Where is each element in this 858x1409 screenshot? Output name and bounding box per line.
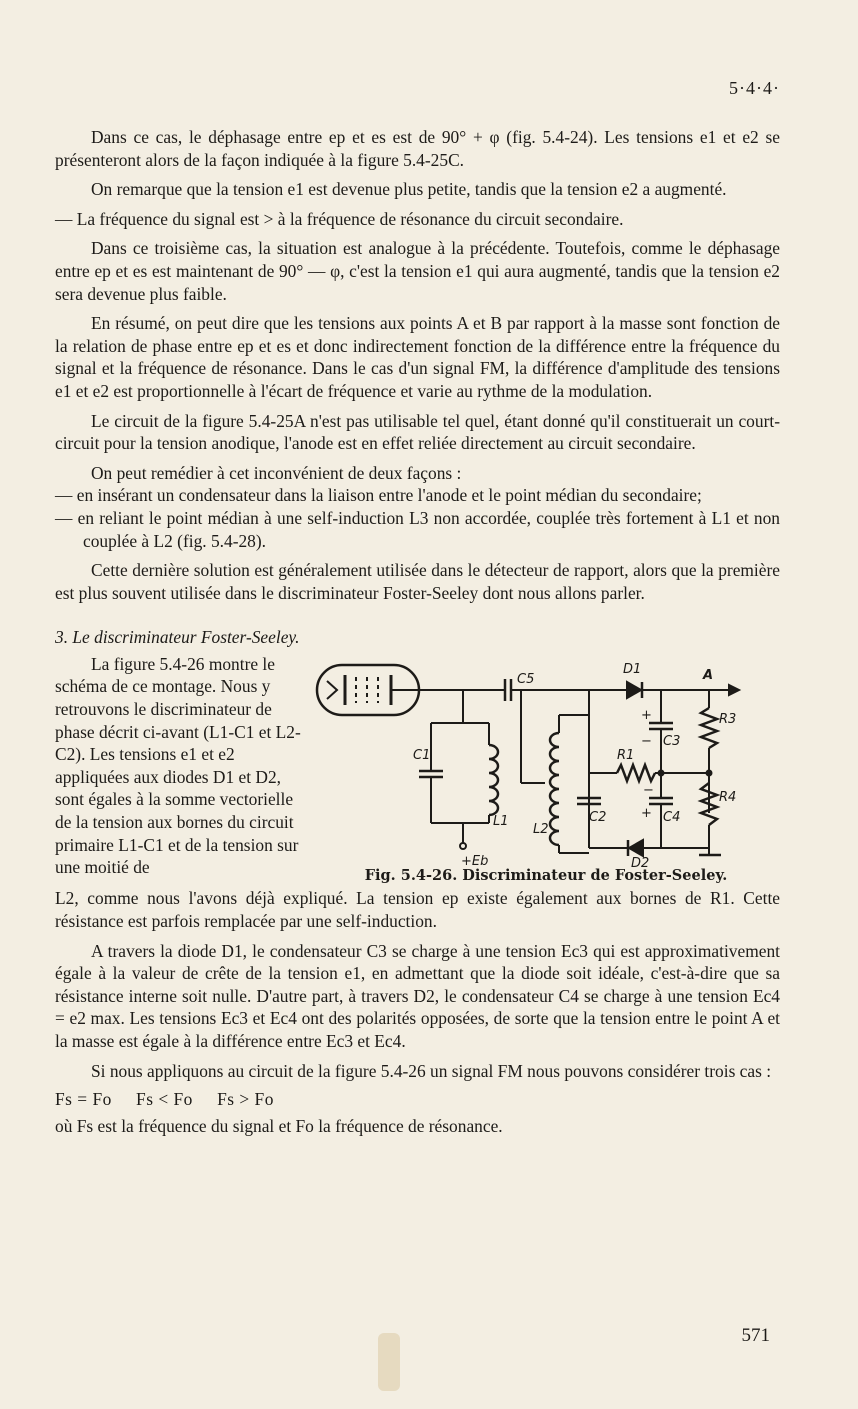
label-r1: R1 [617, 747, 635, 763]
figure-block [55, 653, 780, 888]
label-r3: R3 [719, 711, 737, 727]
label-r4: R4 [719, 789, 737, 805]
junction-right [707, 770, 712, 775]
paragraph-2: On remarque que la tension e1 est devenue plus petite, tandis que la tension e2 a augmenté. [91, 179, 727, 200]
label-eb: +Eb [461, 853, 489, 869]
output-arrow [729, 685, 739, 695]
paragraph-1: Dans ce cas, le déphasage entre ep et es est de 90° + φ (fig. 5.4-24). Les tensions e1 et e2 se présenteront alors de la façon indiquée à la figure 5.4-25C. [55, 127, 780, 170]
tube-cathode [327, 681, 337, 699]
paragraph-14: où Fs est la fréquence du signal et Fo la fréquence de résonance. [55, 1115, 503, 1136]
figure-caption: Fig. 5.4-26. Discriminateur de Foster-Seeley. [364, 866, 728, 884]
paragraph-7: On peut remédier à cet inconvénient de deux façons : [91, 462, 462, 483]
paragraph-3: — La fréquence du signal est > à la fréquence de résonance du circuit secondaire. [55, 208, 624, 229]
eb-terminal [460, 843, 466, 849]
resistor-r3 [701, 708, 717, 748]
label-c1: C1 [413, 747, 431, 763]
section-number: 5·4·4· [729, 78, 780, 98]
paragraph-12: A travers la diode D1, le condensateur C3 se charge à une tension Ec3 qui est approximativement égale à la valeur de crête de la tension e1, en admettant que la diode soit idéale, c'est-à-dire que sa résistance interne soit nulle. D'autre part, à travers D2, le condensateur C4 se charge à une tension Ec4 = e2 max. Les tensions Ec3 et Ec4 ont des polarités opposées, de sorte que la tension entre le point A et la masse est égale à la différence entre Ec3 et Ec4. [55, 940, 780, 1052]
label-d2: D2 [631, 855, 650, 871]
label-minus-2: − [643, 782, 654, 798]
label-a: A [703, 667, 714, 683]
formula: Fs = Fo Fs < Fo Fs > Fo [55, 1089, 274, 1110]
list-item-1: — en insérant un condensateur dans la liaison entre l'anode et le point médian du secondaire; [55, 485, 702, 506]
foster-seeley-schematic [311, 653, 781, 873]
coil-l1 [489, 745, 498, 815]
paragraph-11a: La figure 5.4-26 montre le schéma de ce montage. Nous y retrouvons le discriminateur de phase décrit ci-avant (L1-C1 et L2-C2). Les tensions e1 et e2 appliquées aux diodes D1 et D2, sont égales à la somme vectorielle de la tension aux bornes du circuit primaire L1-C1 et de la tension sur une moitié de [55, 653, 301, 878]
resistor-r1 [617, 765, 655, 781]
label-l1: L1 [493, 813, 509, 829]
label-d1: D1 [623, 661, 642, 677]
circuit-figure [311, 653, 781, 888]
diode-d1 [627, 682, 641, 698]
paragraph-6: Le circuit de la figure 5.4-25A n'est pas utilisable tel quel, étant donné qu'il constituerait un court-circuit pour la tension anodique, l'anode est en effet reliée directement au circuit secondaire. [55, 410, 780, 454]
scan-mark [378, 1333, 400, 1391]
label-c2: C2 [589, 809, 607, 825]
diode-d2 [629, 840, 643, 856]
page-number: 571 [741, 1325, 770, 1346]
paragraph-10: Cette dernière solution est généralement utilisée dans le détecteur de rapport, alors que la première est plus souvent utilisée dans le discriminateur Foster-Seeley dont nous allons parler. [55, 560, 780, 603]
label-c5: C5 [517, 671, 535, 687]
paragraph-11b: L2, comme nous l'avons déjà expliqué. La tension ep existe également aux bornes de R1. Cette résistance est parfois remplacée par une self-induction. [55, 888, 780, 932]
body-text [55, 126, 780, 1144]
list-item-2: — en reliant le point médian à une self-induction L3 non accordée, couplée très fortement à L1 et non couplée à L2 (fig. 5.4-28). [55, 507, 780, 551]
label-c4: C4 [663, 809, 681, 825]
label-plus-2: + [641, 805, 652, 821]
paragraph-5: En résumé, on peut dire que les tensions aux points A et B par rapport à la masse sont fonction de la relation de phase entre ep et es et donc indirectement fonction de la différence entre la fréquence du signal et la fréquence de résonance. Dans le cas d'un signal FM, la différence d'amplitude des tensions e1 et e2 est proportionnelle à l'écart de fréquence et varie au rythme de la modulation. [55, 313, 780, 401]
label-minus-1: − [641, 733, 652, 749]
figure-side-text [55, 653, 303, 879]
section-heading: 3. Le discriminateur Foster-Seeley. [55, 627, 300, 648]
paragraph-4: Dans ce troisième cas, la situation est analogue à la précédente. Toutefois, comme le déphasage entre ep et es est maintenant de 90° — φ, c'est la tension e1 qui aura augmenté, tandis que la tension e2 sera devenue plus faible. [55, 238, 780, 304]
paragraph-13: Si nous appliquons au circuit de la figure 5.4-26 un signal FM nous pouvons considérer trois cas : [91, 1060, 772, 1081]
label-l2: L2 [533, 821, 549, 837]
coil-l2 [550, 733, 559, 845]
label-c3: C3 [663, 733, 681, 749]
label-plus-1: + [641, 707, 652, 723]
